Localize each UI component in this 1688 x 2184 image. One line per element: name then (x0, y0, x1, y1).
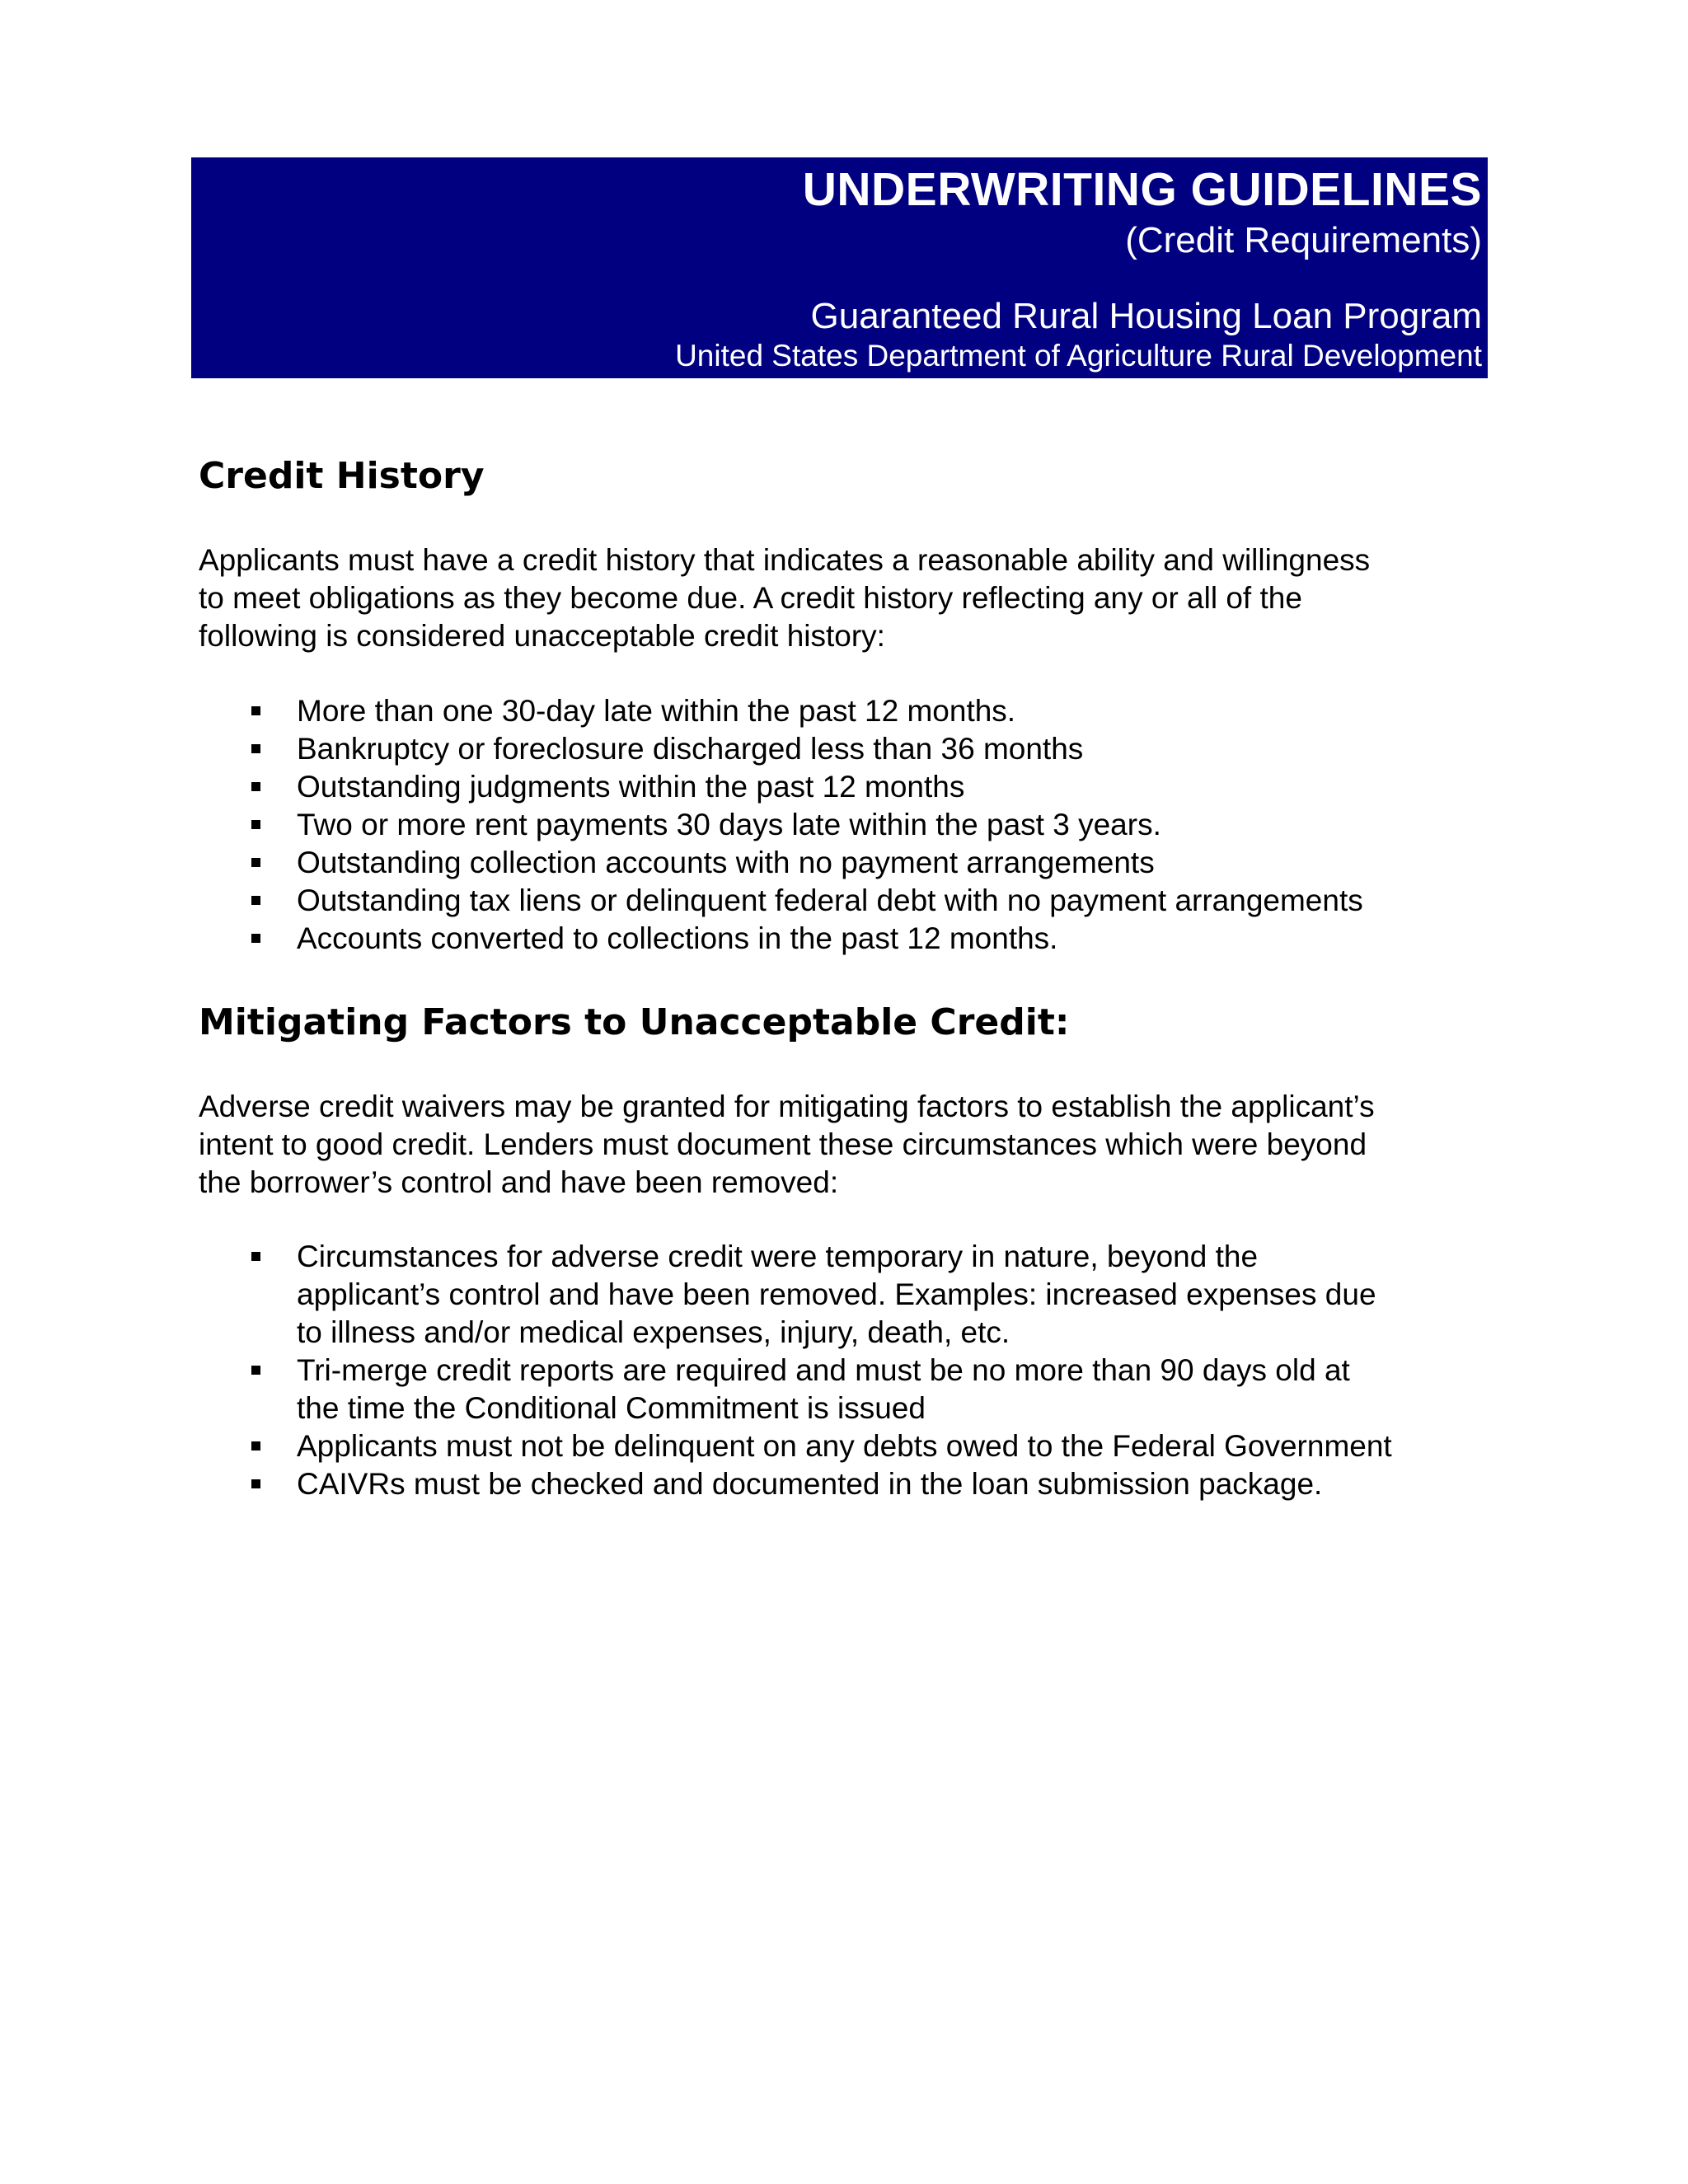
list-item (247, 1352, 1392, 1427)
bullet-icon (251, 820, 260, 829)
mitigating-factors-intro (199, 1088, 1517, 1202)
credit-history-heading: Credit History (199, 455, 485, 497)
bullet-icon (251, 744, 260, 753)
bullet-icon (251, 1441, 260, 1451)
list-item-text: CAIVRs must be checked and documented in the loan submission package. (297, 1467, 1323, 1501)
bullet-icon (251, 706, 260, 715)
list-item (247, 1238, 1392, 1352)
document-title: UNDERWRITING GUIDELINES (802, 163, 1482, 216)
paragraph-line: the borrower’s control and have been removed: (199, 1165, 839, 1199)
list-item-text: Circumstances for adverse credit were temporary in nature, beyond the (297, 1240, 1259, 1273)
list-item (247, 1465, 1392, 1503)
list-item-text: Outstanding judgments within the past 12 months (297, 770, 965, 804)
bullet-icon (251, 858, 260, 867)
list-item-text: applicant’s control and have been removed. Examples: increased expenses due (297, 1277, 1376, 1311)
document-header (191, 157, 1488, 378)
paragraph-line: Applicants must have a credit history that indicates a reasonable ability and willingness (199, 543, 1371, 577)
mitigating-factors-heading: Mitigating Factors to Unacceptable Credit: (199, 1001, 1070, 1043)
bullet-icon (251, 1252, 260, 1261)
paragraph-line: following is considered unacceptable credit history: (199, 619, 885, 653)
list-item (247, 692, 1363, 730)
paragraph-line: intent to good credit. Lenders must document these circumstances which were beyond (199, 1127, 1367, 1161)
list-item-text: Outstanding tax liens or delinquent federal debt with no payment arrangements (297, 883, 1363, 917)
list-item-text: the time the Conditional Commitment is issued (297, 1391, 926, 1425)
list-item (247, 730, 1363, 768)
list-item (247, 844, 1363, 882)
list-item-text: Accounts converted to collections in the past 12 months. (297, 921, 1058, 955)
list-item-text: Tri-merge credit reports are required and must be no more than 90 days old at (297, 1353, 1350, 1387)
bullet-icon (251, 896, 260, 905)
bullet-icon (251, 1366, 260, 1375)
unacceptable-credit-list (247, 692, 1363, 958)
list-item-text: Two or more rent payments 30 days late within the past 3 years. (297, 808, 1161, 841)
paragraph-line: to meet obligations as they become due. A credit history reflecting any or all of the (199, 581, 1302, 615)
bullet-icon (251, 1479, 260, 1488)
list-item-text: More than one 30-day late within the past 12 months. (297, 694, 1016, 728)
list-item-text: Outstanding collection accounts with no payment arrangements (297, 846, 1155, 879)
list-item (247, 768, 1363, 806)
list-item (247, 1427, 1392, 1465)
list-item-text: Bankruptcy or foreclosure discharged less than 36 months (297, 732, 1084, 766)
bullet-icon (251, 782, 260, 791)
list-item-text: to illness and/or medical expenses, injury, death, etc. (297, 1315, 1010, 1349)
document-subtitle: (Credit Requirements) (1125, 220, 1482, 260)
credit-history-intro (199, 541, 1517, 655)
list-item (247, 806, 1363, 844)
paragraph-line: Adverse credit waivers may be granted for mitigating factors to establish the applicant’s (199, 1090, 1375, 1123)
list-item (247, 882, 1363, 920)
agency-name: United States Department of Agriculture Rural Development (675, 339, 1482, 373)
bullet-icon (251, 934, 260, 943)
program-name: Guaranteed Rural Housing Loan Program (810, 296, 1482, 336)
mitigating-factors-list (247, 1238, 1392, 1503)
list-item (247, 920, 1363, 958)
list-item-text: Applicants must not be delinquent on any debts owed to the Federal Government (297, 1429, 1392, 1463)
